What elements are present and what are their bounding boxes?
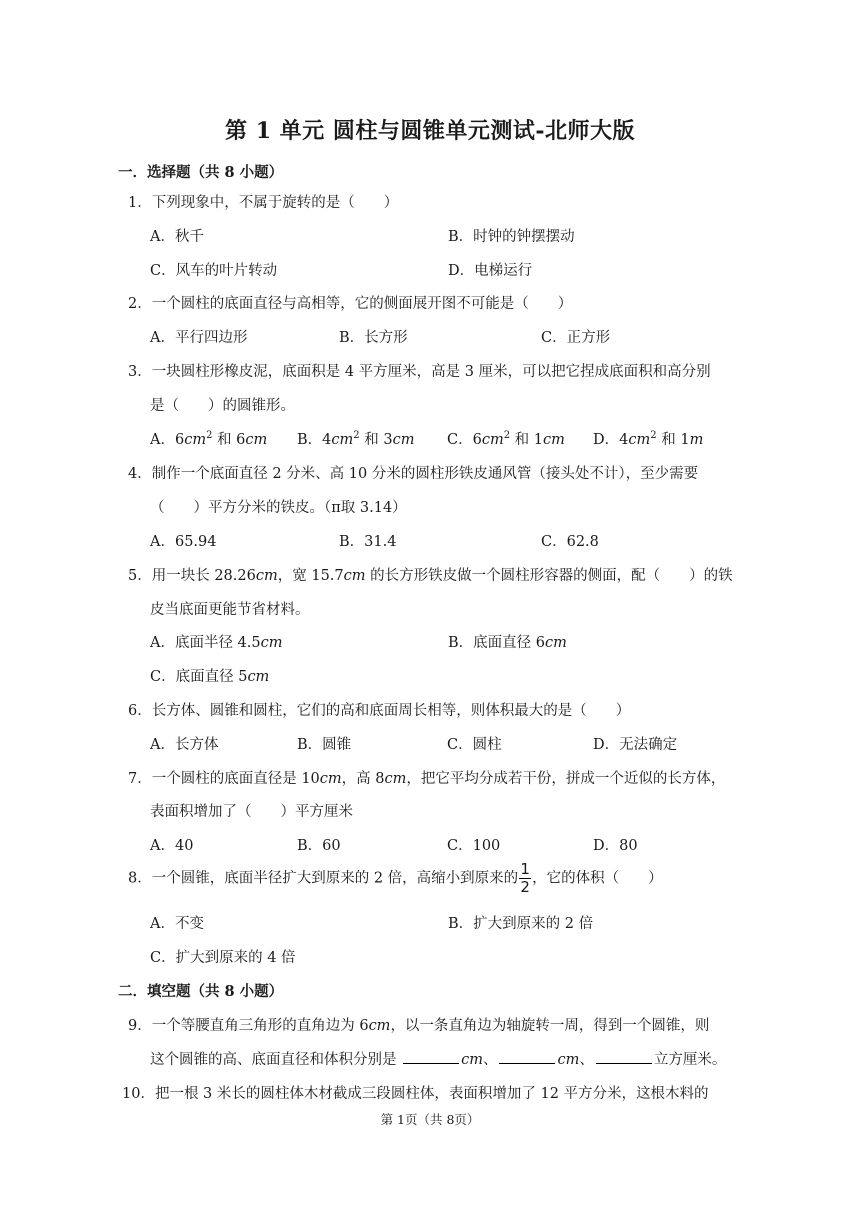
- q1-option-c: C．风车的叶片转动: [150, 263, 278, 279]
- q6-option-b: B．圆锥: [297, 737, 352, 753]
- q8-option-c: C．扩大到原来的 4 倍: [150, 950, 296, 966]
- q7-option-a: A．40: [150, 838, 194, 854]
- section-heading-choice: 一．选择题（共 8 小题）: [118, 164, 284, 181]
- question-10-stem-line1: 10．把一根 3 米长的圆柱体木材截成三段圆柱体，表面积增加了 12 平方分米，这根木料的: [122, 1086, 709, 1102]
- question-3-stem-line2: 是（ ）的圆锥形。: [150, 398, 295, 414]
- q3-option-c: C．$6cm^2$ 和 1cm: [447, 430, 565, 448]
- q2-option-a: A．平行四边形: [150, 330, 248, 346]
- question-5-stem-line1: 5．用一块长 28.26cm，宽 15.7cm 的长方形铁皮做一个圆柱形容器的侧面，配（ ）的铁: [128, 568, 733, 584]
- q5-option-b: B．底面直径 6cm: [448, 635, 567, 651]
- question-9-stem-line2: 这个圆锥的高、底面直径和体积分别是 cm、 cm、 立方厘米。: [150, 1048, 726, 1069]
- question-2-stem: 2．一个圆柱的底面直径与高相等，它的侧面展开图不可能是（ ）: [128, 296, 573, 312]
- q2-option-b: B．长方形: [339, 330, 408, 346]
- question-7-stem-line1: 7．一个圆柱的底面直径是 10cm，高 8cm，把它平均分成若干份，拼成一个近似的长方体，: [128, 771, 726, 787]
- q8-option-a: A．不变: [150, 916, 204, 932]
- q1-option-b: B．时钟的钟摆摆动: [448, 229, 575, 245]
- q3-option-b: B．$4cm^2$ 和 3cm: [297, 430, 415, 448]
- fraction-one-half: $\frac{1}{2}$: [520, 860, 530, 896]
- q5-option-a: A．底面半径 4.5cm: [150, 635, 283, 651]
- q7-option-c: C．100: [447, 838, 501, 854]
- q1-option-d: D．电梯运行: [448, 263, 533, 279]
- q1-option-a: A．秋千: [150, 229, 204, 245]
- answer-blank-diameter[interactable]: [499, 1049, 555, 1064]
- question-5-stem-line2: 皮当底面更能节省材料。: [150, 602, 310, 618]
- q6-option-a: A．长方体: [150, 737, 219, 753]
- question-9-stem-line1: 9．一个等腰直角三角形的直角边为 6cm，以一条直角边为轴旋转一周，得到一个圆锥，则: [128, 1018, 710, 1034]
- section-heading-fill: 二．填空题（共 8 小题）: [118, 983, 284, 1000]
- q4-option-b: B．31.4: [339, 534, 397, 550]
- page-footer: 第 1页（共 8页）: [380, 1112, 480, 1127]
- question-3-stem-line1: 3．一块圆柱形橡皮泥，底面积是 4 平方厘米，高是 3 厘米，可以把它捏成底面积和高分别: [128, 364, 711, 380]
- q3-option-a: A．$6cm^2$ 和 6cm: [150, 430, 268, 448]
- answer-blank-volume[interactable]: [596, 1049, 652, 1064]
- question-1-stem: 1．下列现象中，不属于旋转的是（ ）: [128, 195, 399, 211]
- q3-option-d: D．$4cm^2$ 和 1m: [593, 430, 704, 448]
- question-7-stem-line2: 表面积增加了（ ）平方厘米: [150, 804, 353, 820]
- question-4-stem-line2: （ ）平方分米的铁皮。（π取 3.14）: [150, 500, 407, 516]
- q6-option-d: D．无法确定: [593, 737, 678, 753]
- q6-option-c: C．圆柱: [447, 737, 502, 753]
- q7-option-d: D．80: [593, 838, 638, 854]
- q4-option-a: A．65.94: [150, 534, 217, 550]
- q4-option-c: C．62.8: [541, 534, 599, 550]
- q5-option-c: C．底面直径 5cm: [150, 669, 270, 685]
- q8-option-b: B．扩大到原来的 2 倍: [448, 916, 594, 932]
- answer-blank-height[interactable]: [403, 1049, 459, 1064]
- question-4-stem-line1: 4．制作一个底面直径 2 分米、高 10 分米的圆柱形铁皮通风管（接头处不计），至少需要: [128, 466, 699, 482]
- question-8-stem: 8．一个圆锥，底面半径扩大到原来的 2 倍，高缩小到原来的 $\frac{1}{2}$ ，它的体积（ ）: [128, 860, 663, 896]
- q7-option-b: B．60: [297, 838, 341, 854]
- question-6-stem: 6．长方体、圆锥和圆柱，它们的高和底面周长相等，则体积最大的是（ ）: [128, 703, 631, 719]
- q2-option-c: C．正方形: [541, 330, 611, 346]
- page-title: 第 1 单元 圆柱与圆锥单元测试-北师大版: [225, 118, 635, 144]
